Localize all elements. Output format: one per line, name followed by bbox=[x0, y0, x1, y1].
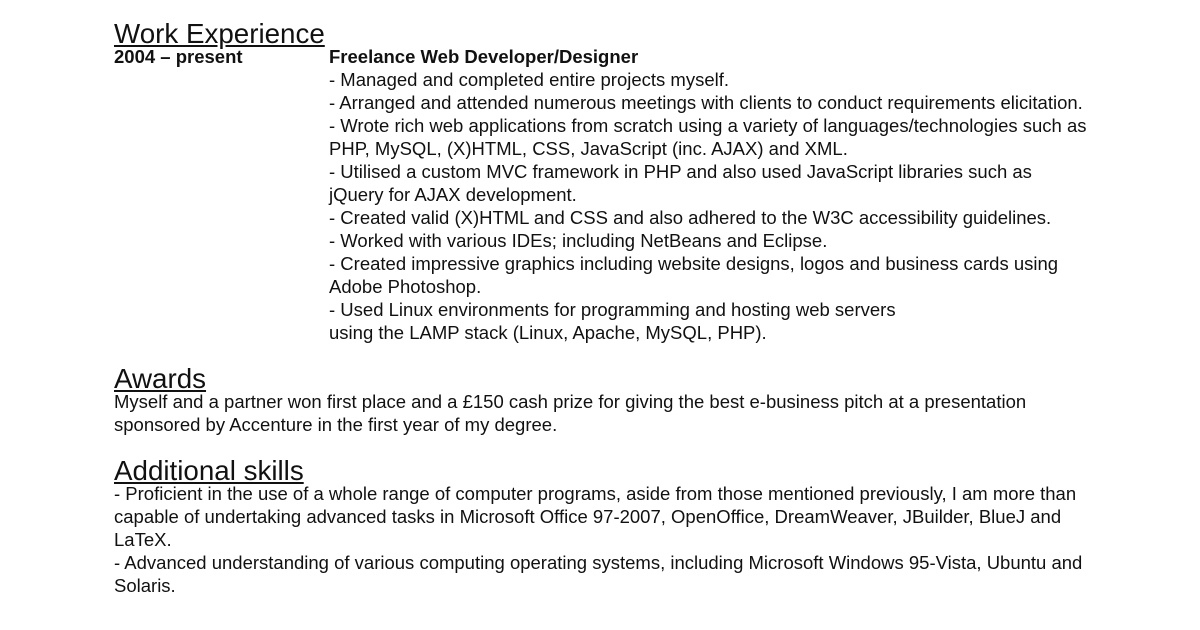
awards-text: Myself and a partner won first place and a £150 cash prize for giving the best e-business pitch at a presentation sponsored by Accenture in the first year of my degree. bbox=[114, 391, 1027, 435]
job-body bbox=[329, 45, 1089, 344]
job-entry bbox=[114, 45, 1114, 344]
job-bullet: - Worked with various IDEs; including NetBeans and Eclipse. bbox=[329, 230, 828, 251]
work-experience-section bbox=[114, 18, 1114, 344]
additional-skills-section bbox=[114, 455, 1114, 597]
work-experience-heading: Work Experience bbox=[114, 18, 325, 49]
job-bullet: - Arranged and attended numerous meetings with clients to conduct requirements elicitation. bbox=[329, 92, 1083, 113]
job-bullet: - Created impressive graphics including website designs, logos and business cards using Adobe Photoshop. bbox=[329, 253, 1059, 297]
awards-section bbox=[114, 363, 1114, 436]
job-bullet: using the LAMP stack (Linux, Apache, MySQL, PHP). bbox=[329, 322, 767, 343]
job-bullet: - Created valid (X)HTML and CSS and also adhered to the W3C accessibility guidelines. bbox=[329, 207, 1052, 228]
job-dates: 2004 – present bbox=[114, 46, 243, 67]
skill-bullet: - Proficient in the use of a whole range of computer programs, aside from those mentioned previously, I am more than capable of undertaking advanced tasks in Microsoft Office 97-2007, OpenOffice, DreamWeaver, JBuilder, BlueJ and LaTeX. bbox=[114, 483, 1077, 550]
job-bullet: - Wrote rich web applications from scratch using a variety of languages/technologies such as PHP, MySQL, (X)HTML, CSS, JavaScript (inc. AJAX) and XML. bbox=[329, 115, 1087, 159]
job-title: Freelance Web Developer/Designer bbox=[329, 46, 639, 67]
awards-heading: Awards bbox=[114, 363, 207, 394]
skill-bullet: - Advanced understanding of various computing operating systems, including Microsoft Windows 95-Vista, Ubuntu and Solaris. bbox=[114, 552, 1083, 596]
resume-page bbox=[114, 18, 1114, 597]
job-bullet: - Managed and completed entire projects myself. bbox=[329, 69, 730, 90]
job-bullet: - Utilised a custom MVC framework in PHP and also used JavaScript libraries such as jQuery for AJAX development. bbox=[329, 161, 1032, 205]
additional-skills-heading: Additional skills bbox=[114, 455, 304, 486]
job-bullet: - Used Linux environments for programming and hosting web servers bbox=[329, 299, 896, 320]
